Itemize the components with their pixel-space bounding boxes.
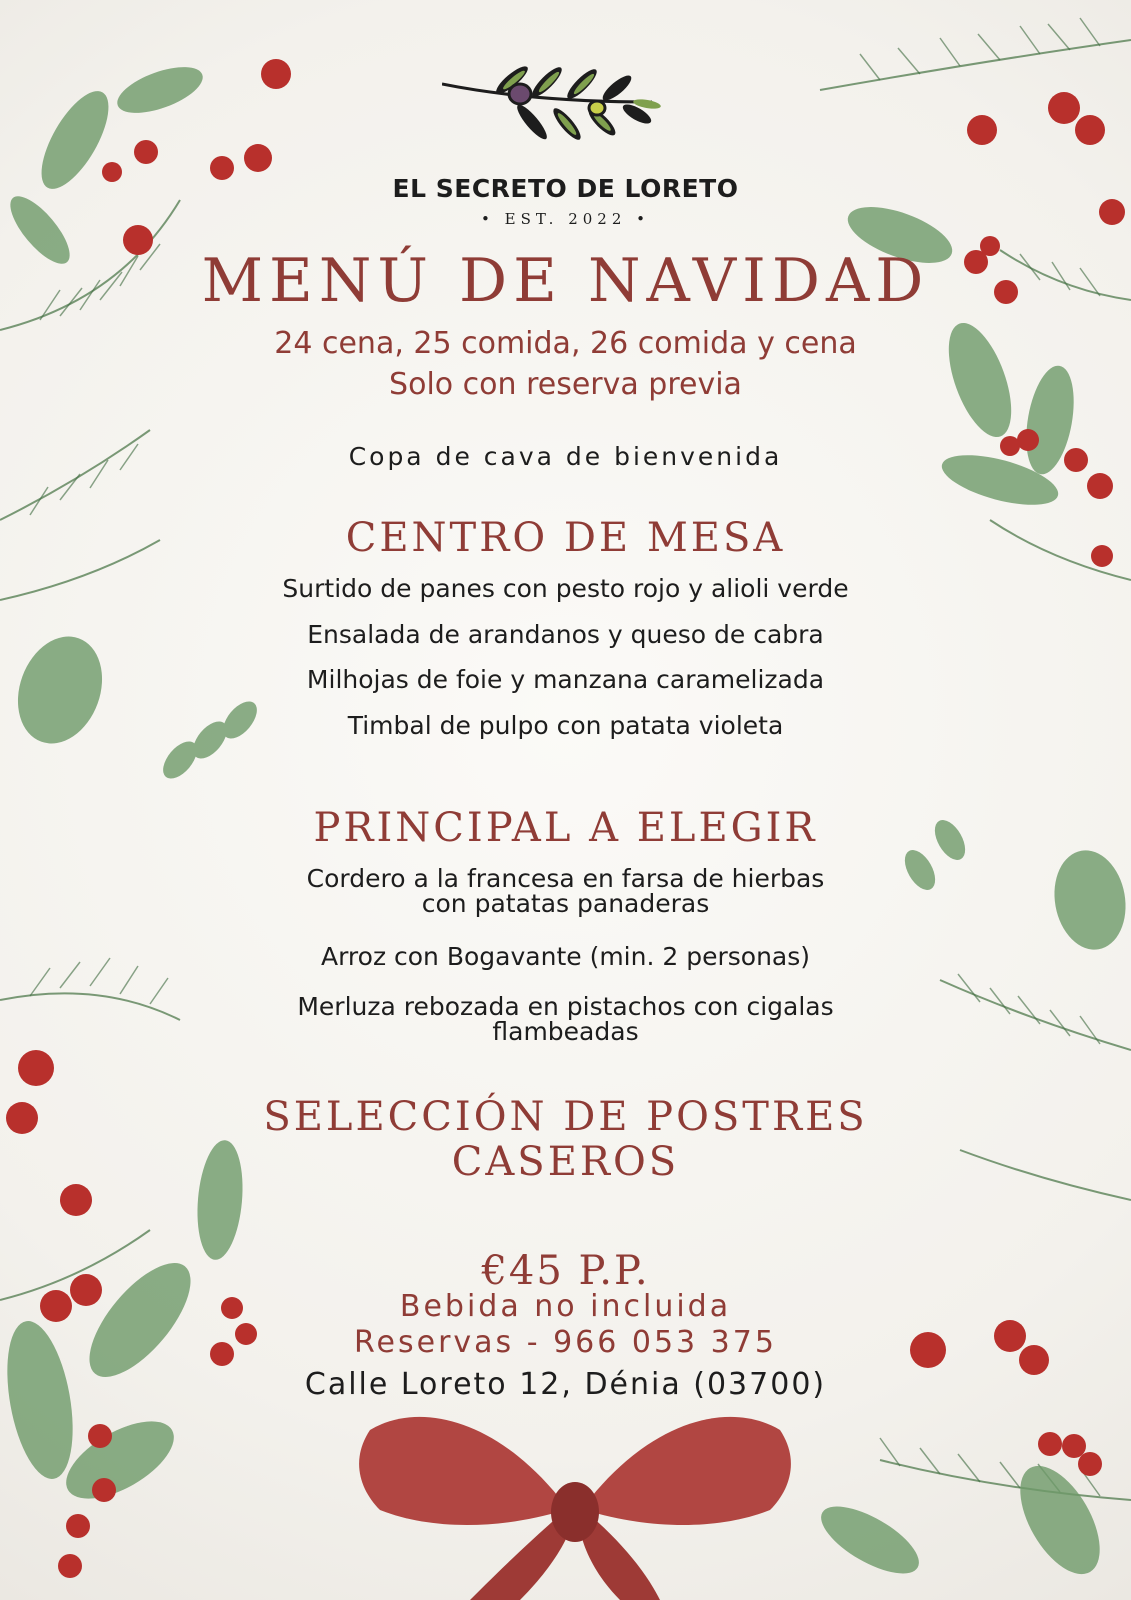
menu-item-line: Merluza rebozada en pistachos con cigalas: [297, 992, 834, 1021]
section-heading-line: CASEROS: [451, 1139, 680, 1185]
olive-branch-logo-icon: [442, 62, 687, 172]
section-heading-principal: PRINCIPAL A ELEGIR: [313, 805, 818, 851]
menu-item: Surtido de panes con pesto rojo y alioli verde: [282, 574, 849, 603]
ribbon-bow: [359, 1417, 791, 1600]
menu-dates: 24 cena, 25 comida, 26 comida y cena: [274, 326, 857, 361]
section-heading-centro: CENTRO DE MESA: [345, 515, 786, 561]
reservation-note: Solo con reserva previa: [389, 367, 742, 402]
menu-item: [0, 994, 1131, 1044]
menu-title: MENÚ DE NAVIDAD: [201, 246, 930, 316]
section-heading-line: SELECCIÓN DE POSTRES: [263, 1094, 868, 1140]
drinks-note: Bebida no incluida: [399, 1289, 732, 1324]
menu-item-line: Arroz con Bogavante (min. 2 personas): [320, 942, 811, 971]
menu-item: Ensalada de arandanos y queso de cabra: [307, 620, 824, 649]
menu-item: [0, 944, 1131, 969]
established-year: • EST. 2022 •: [481, 210, 650, 228]
menu-item: Milhojas de foie y manzana caramelizada: [306, 665, 825, 694]
restaurant-name: EL SECRETO DE LORETO: [392, 174, 739, 203]
welcome-drink: Copa de cava de bienvenida: [348, 442, 783, 471]
menu-item: Timbal de pulpo con patata violeta: [347, 711, 784, 740]
menu-item-line: Cordero a la francesa en farsa de hierbas: [306, 864, 825, 893]
price: €45 P.P.: [481, 1248, 650, 1294]
reservation-phone: Reservas - 966 053 375: [354, 1325, 777, 1360]
section-heading-postres: [0, 1095, 1131, 1185]
menu-item: [0, 866, 1131, 916]
menu-item-line: con patatas panaderas: [421, 889, 710, 918]
address: Calle Loreto 12, Dénia (03700): [304, 1367, 827, 1402]
menu-item-line: flambeadas: [492, 1017, 639, 1046]
